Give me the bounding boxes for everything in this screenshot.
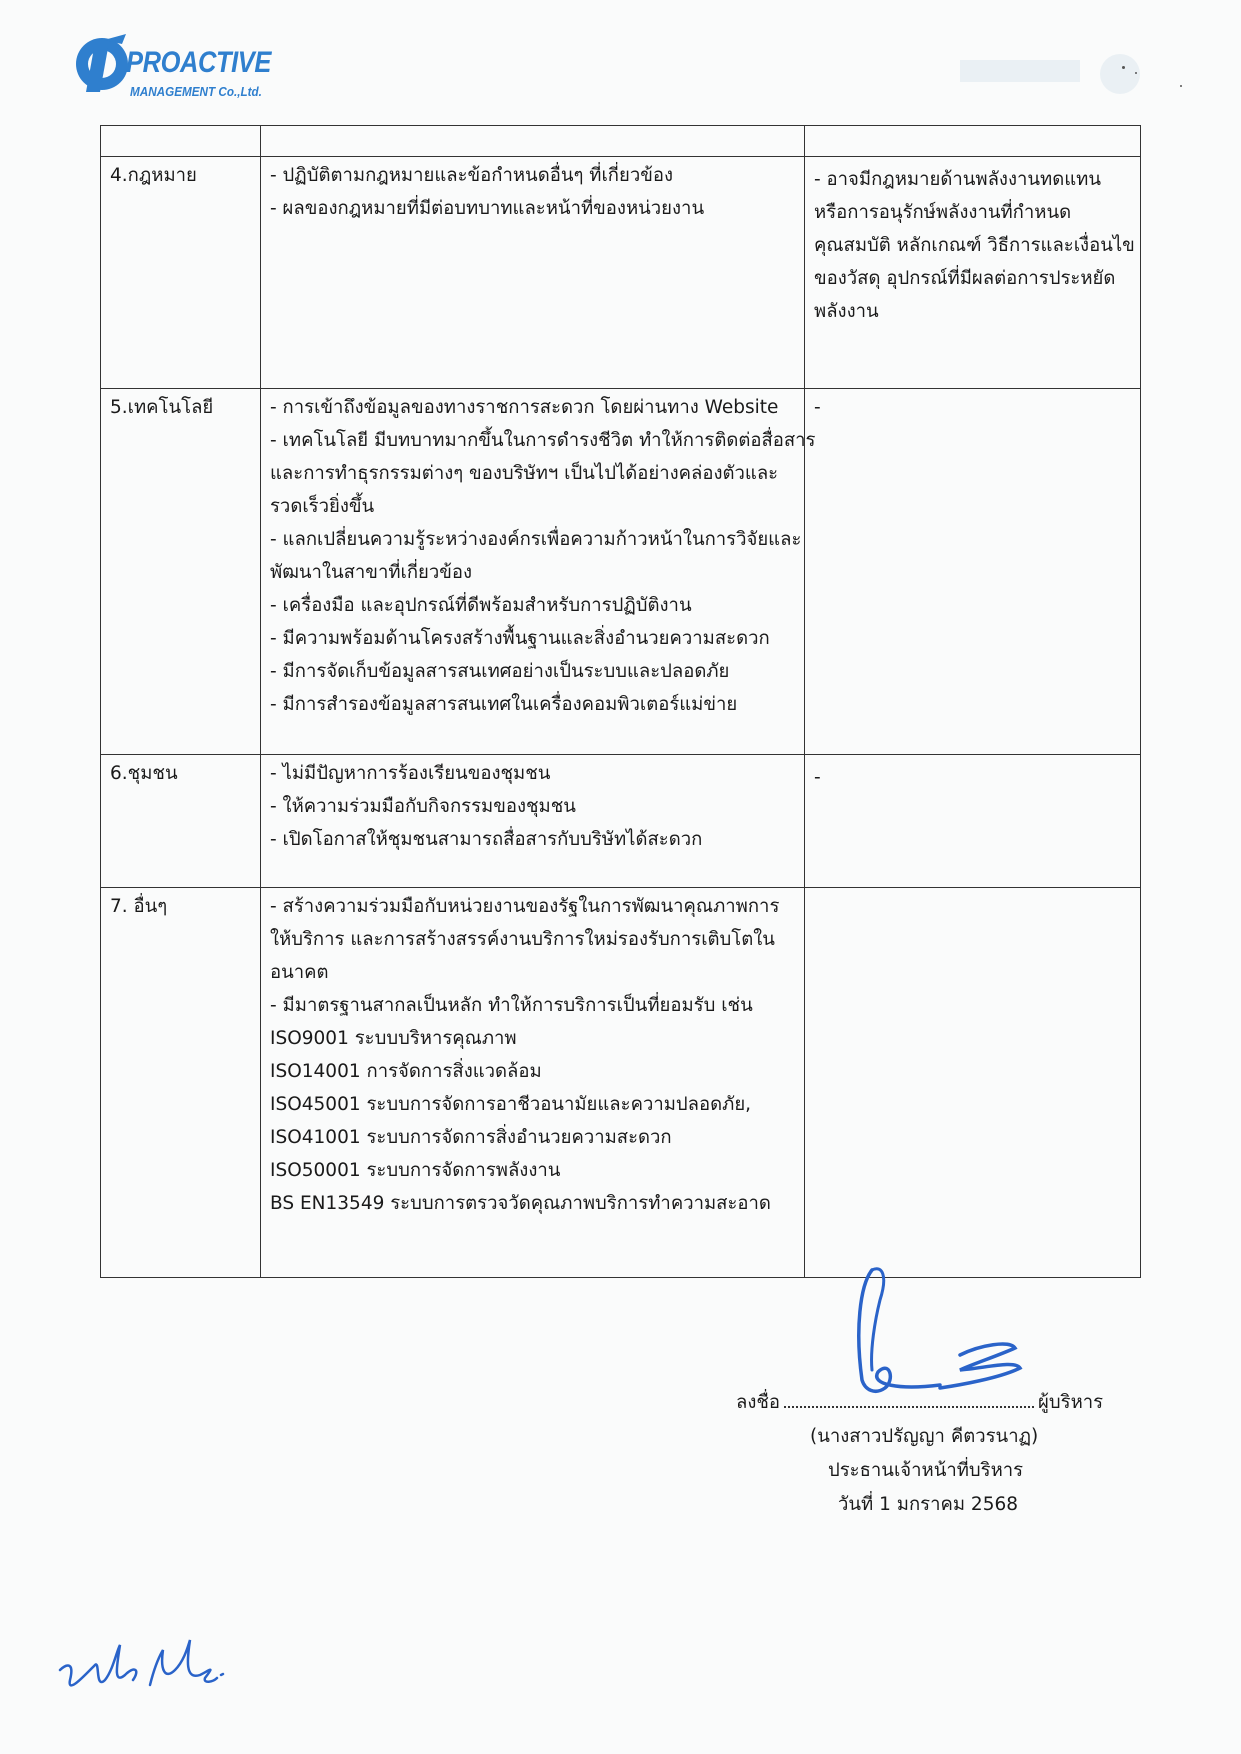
- detail-line: ISO9001 ระบบบริหารคุณภาพ: [270, 1028, 517, 1049]
- row-remarks: [805, 389, 1141, 755]
- row-details: [261, 755, 805, 888]
- row-remarks: [805, 888, 1141, 1278]
- detail-line: - มีการสำรองข้อมูลสารสนเทศในเครื่องคอมพิวเตอร์แม่ข่าย: [270, 694, 738, 715]
- row-label: [101, 888, 261, 1278]
- company-subname: MANAGEMENT Co.,Ltd.: [130, 84, 262, 99]
- detail-line: - ผลของกฎหมายที่มีต่อบทบาทและหน้าที่ของหน่วยงาน: [270, 198, 705, 219]
- table-row-law: [101, 157, 1141, 389]
- logo-emblem-icon: [74, 30, 134, 100]
- detail-line: - มีความพร้อมด้านโครงสร้างพื้นฐานและสิ่งอำนวยความสะดวก: [270, 628, 770, 649]
- detail-line: - แลกเปลี่ยนความรู้ระหว่างองค์กรเพื่อความก้าวหน้าในการวิจัยและ: [270, 529, 802, 550]
- signer-title: ประธานเจ้าหน้าที่บริหาร: [828, 1460, 1024, 1481]
- detail-line: และการทำธุรกรรมต่างๆ ของบริษัทฯ เป็นไปได้อย่างคล่องตัวและ: [270, 463, 779, 484]
- detail-line: รวดเร็วยิ่งขึ้น: [270, 496, 375, 517]
- row-label: [101, 389, 261, 755]
- detail-line: ISO45001 ระบบการจัดการอาชีวอนามัยและความปลอดภัย,: [270, 1094, 752, 1115]
- row-details: [261, 157, 805, 389]
- signature-block: [700, 1260, 1120, 1520]
- detail-line: - เครื่องมือ และอุปกรณ์ที่ดีพร้อมสำหรับการปฏิบัติงาน: [270, 595, 692, 616]
- environment-analysis-table: [100, 125, 1141, 1278]
- row-label: [101, 157, 261, 389]
- remark-line: - อาจมีกฎหมายด้านพลังงานทดแทน: [814, 169, 1101, 190]
- table-row-community: [101, 755, 1141, 888]
- header-cell: [805, 126, 1141, 157]
- role-suffix: ผู้บริหาร: [1038, 1392, 1104, 1413]
- detail-line: BS EN13549 ระบบการตรวจวัดคุณภาพบริการทำความสะอาด: [270, 1193, 771, 1214]
- row-remarks: [805, 755, 1141, 888]
- detail-line: - มีการจัดเก็บข้อมูลสารสนเทศอย่างเป็นระบบและปลอดภัย: [270, 661, 730, 682]
- detail-line: พัฒนาในสาขาที่เกี่ยวข้อง: [270, 562, 473, 583]
- remark-line: พลังงาน: [814, 301, 879, 322]
- detail-line: ISO14001 การจัดการสิ่งแวดล้อม: [270, 1061, 542, 1082]
- detail-line: - เทคโนโลยี มีบทบาทมากขึ้นในการดำรงชีวิต ทำให้การติดต่อสื่อสาร: [270, 430, 816, 451]
- remark-line: -: [814, 397, 821, 418]
- signer-name: (นางสาวปรัญญา คีตวรนาฏ): [810, 1426, 1039, 1447]
- company-name: PROACTIVE: [126, 46, 271, 79]
- row-details: [261, 888, 805, 1278]
- row-remarks: [805, 157, 1141, 389]
- header-cell: [261, 126, 805, 157]
- signature-line: [736, 1388, 1103, 1417]
- detail-line: - เปิดโอกาสให้ชุมชนสามารถสื่อสารกับบริษัทได้สะดวก: [270, 829, 703, 850]
- remark-line: -: [814, 767, 821, 788]
- row-label-text: 6.ชุมชน: [110, 763, 178, 784]
- faint-watermark-logo: [960, 50, 1160, 100]
- remark-line: คุณสมบัติ หลักเกณฑ์ วิธีการและเงื่อนไข: [814, 235, 1135, 256]
- remark-line: ของวัสดุ อุปกรณ์ที่มีผลต่อการประหยัด: [814, 268, 1116, 289]
- detail-line: - มีมาตรฐานสากลเป็นหลัก ทำให้การบริการเป็นที่ยอมรับ เช่น: [270, 995, 753, 1016]
- signature-date: วันที่ 1 มกราคม 2568: [838, 1494, 1019, 1515]
- row-label-text: 7. อื่นๆ: [110, 896, 168, 917]
- detail-line: - ปฏิบัติตามกฎหมายและข้อกำหนดอื่นๆ ที่เกี่ยวข้อง: [270, 165, 674, 186]
- speck: [1122, 66, 1125, 69]
- speck: [1135, 72, 1137, 74]
- row-details: [261, 389, 816, 755]
- row-label-text: 5.เทคโนโลยี: [110, 397, 214, 418]
- detail-line: - การเข้าถึงข้อมูลของทางราชการสะดวก โดยผ่านทาง Website: [270, 397, 779, 418]
- speck: [1180, 85, 1182, 87]
- detail-line: - ไม่มีปัญหาการร้องเรียนของชุมชน: [270, 763, 551, 784]
- detail-line: ISO41001 ระบบการจัดการสิ่งอำนวยความสะดวก: [270, 1127, 672, 1148]
- table-row-technology: [101, 389, 1141, 755]
- detail-line: ให้บริการ และการสร้างสรรค์งานบริการใหม่รองรับการเติบโตใน: [270, 929, 775, 950]
- signature-dotted-line: [784, 1388, 1034, 1408]
- row-label-text: 4.กฎหมาย: [110, 165, 197, 186]
- table-header-row: [101, 126, 1141, 157]
- header-cell: [101, 126, 261, 157]
- handwritten-initials: [55, 1620, 255, 1710]
- detail-line: ISO50001 ระบบการจัดการพลังงาน: [270, 1160, 561, 1181]
- detail-line: - สร้างความร่วมมือกับหน่วยงานของรัฐในการพัฒนาคุณภาพการ: [270, 896, 780, 917]
- remark-line: หรือการอนุรักษ์พลังงานที่กำหนด: [814, 202, 1072, 223]
- sign-label: ลงชื่อ: [736, 1392, 781, 1413]
- detail-line: - ให้ความร่วมมือกับกิจกรรมของชุมชน: [270, 796, 576, 817]
- company-logo: [74, 28, 304, 108]
- row-label: [101, 755, 261, 888]
- table-row-others: [101, 888, 1141, 1278]
- detail-line: อนาคต: [270, 962, 329, 983]
